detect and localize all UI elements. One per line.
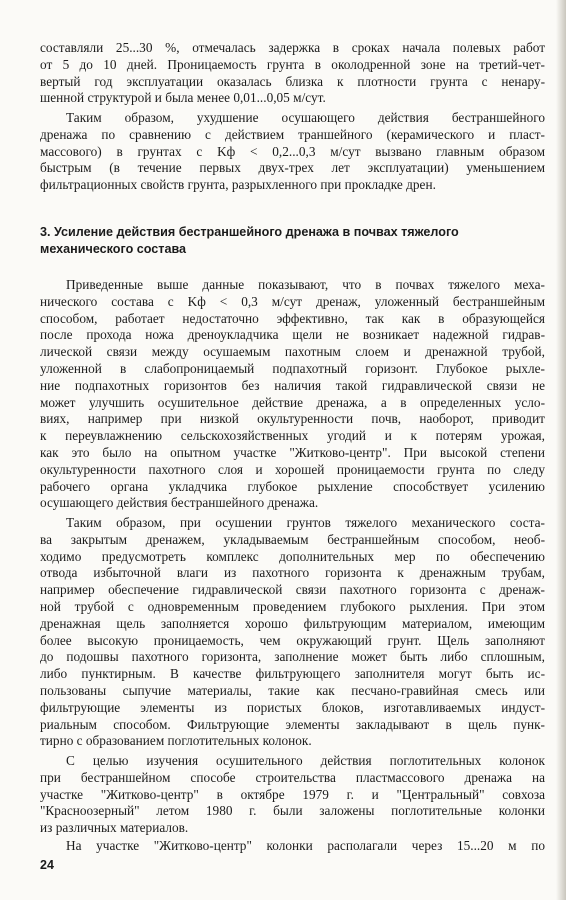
page-edge-shadow — [556, 0, 566, 900]
text-line: нического состава с Kф < 0,3 м/сут дренаж, уложенный бестраншейным — [40, 293, 545, 309]
text-line: шенной структурой и была менее 0,01...0,05 м/сут. — [40, 90, 326, 106]
text-line: "Красноозерный" летом 1980 г. были заложены поглотительные колонки — [40, 803, 545, 819]
text-line: На участке "Житково-центр" колонки располагали через 15...20 м по — [66, 838, 545, 853]
text-line: риальным способом. Фильтрующие элементы закладывают в щель пунк- — [40, 716, 545, 732]
text-line: из различных материалов. — [40, 820, 189, 836]
paragraph-3 — [40, 277, 545, 512]
text-line: лической связи между осушаемым пахотным слоем и дренажной трубой, — [40, 344, 545, 360]
text-line: фильтрационных свойств грунта, разрыхленного при прокладке дрен. — [40, 177, 436, 193]
text-line: дренажная щель заполняется хорошо фильтрующим материалом, имеющим — [40, 615, 545, 631]
text-line: Таким образом, ухудшение осушающего действия бестраншейного — [66, 110, 545, 125]
text-line: более высокую проницаемость, чем окружающий грунт. Щель заполняют — [40, 632, 545, 648]
text-line: массового) в грунтах с Kф < 0,2...0,3 м/сут вызвано главным образом — [40, 143, 545, 159]
text-line: либо пунктирным. В качестве фильтрующего заполнителя могут быть ис- — [40, 666, 545, 682]
text-line: вертый год эксплуатации оказалась близка к плотности грунта с ненару- — [40, 73, 545, 89]
text-line: участке "Житково-центр" в октябре 1979 г. и "Центральный" совхоза — [40, 786, 545, 802]
text-line: С целью изучения осушительного действия поглотительных колонок — [66, 753, 545, 768]
text-line: ние подпахотных горизонтов без наличия такой гидравлической связи не — [40, 377, 545, 393]
text-line: как это было на опытном участке "Житково-центр". При высокой степени — [40, 444, 545, 460]
text-line: быстрым (в течение первых двух-трех лет эксплуатации) уменьшением — [40, 160, 545, 176]
text-line: способом, работает недостаточно эффективно, так как в образующейся — [40, 310, 545, 326]
heading-line: механического состава — [40, 242, 187, 256]
text-line: отвода избыточной влаги из пахотного горизонта к дренажным трубам, — [40, 565, 545, 581]
paragraph-5 — [40, 753, 545, 837]
paragraph-2 — [40, 110, 545, 194]
heading-line: 3. Усиление действия бестраншейного дренажа в почвах тяжелого — [40, 225, 459, 239]
text-line: к переувлажнению сельскохозяйственных угодий и к потерям урожая, — [40, 428, 545, 444]
text-line: пользованы сыпучие материалы, такие как песчано-гравийная смесь или — [40, 682, 545, 698]
text-line: ходимо предусмотреть комплекс дополнительных мер по обеспечению — [40, 548, 545, 564]
text-line: ной трубой с одновременным проведением глубокого рыхления. При этом — [40, 598, 545, 614]
text-line: от 5 до 10 дней. Проницаемость грунта в околодренной зоне на третий-чет- — [40, 56, 545, 72]
text-line: тирно с образованием поглотительных колонок. — [40, 733, 312, 749]
text-line: дренажа по сравнению с действием траншейного (керамического и пласт- — [40, 126, 545, 142]
paragraph-4 — [40, 515, 545, 750]
text-line: виях, например при низкой окультуренности почв, наоборот, приводит — [40, 411, 545, 427]
text-line: Таким образом, при осушении грунтов тяжелого механического соста- — [66, 515, 545, 530]
text-line: осушающего действия бестраншейного дренажа. — [40, 495, 319, 511]
text-line: рабочего органа укладчика глубокое рыхление способствует усилению — [40, 478, 545, 494]
text-line: уложенной в слабопроницаемый подпахотный горизонт. Глубокое рыхле- — [40, 360, 545, 376]
text-line: например обеспечение гидравлической связи пахотного горизонта с дренаж- — [40, 582, 545, 598]
text-line: окультуренности пахотного слоя и хорошей проницаемости грунта по следу — [40, 461, 545, 477]
text-line: после прохода ножа дреноукладчика щели не возникает надежной гидрав- — [40, 327, 545, 343]
text-line: может улучшить осушительное действие дренажа, а в определенных усло- — [40, 394, 545, 410]
text-line: фильтрующие элементы из пористых блоков, изготавливаемых индуст- — [40, 699, 545, 715]
paragraph-6 — [40, 838, 545, 855]
text-line: при бестраншейном способе строительства пластмассового дренажа на — [40, 769, 545, 785]
text-line: ва закрытым дренажем, укладываемым бестраншейным способом, необ- — [40, 531, 545, 547]
text-line: Приведенные выше данные показывают, что в почвах тяжелого меха- — [66, 277, 545, 292]
text-line: составляли 25...30 %, отмечалась задержка в сроках начала полевых работ — [40, 40, 545, 55]
text-line: до подошвы пахотного горизонта, заполнение может быть либо сплошным, — [40, 649, 545, 665]
page-number: 24 — [40, 858, 54, 872]
paragraph-1 — [40, 40, 545, 107]
section-heading — [40, 224, 545, 258]
